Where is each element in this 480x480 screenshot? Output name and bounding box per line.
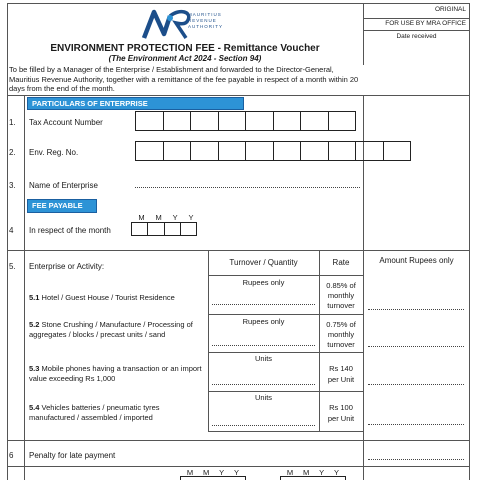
activity-5-3 [29,364,207,384]
office-panel-line1 [363,18,470,19]
enterprise-name-input[interactable] [135,187,360,188]
activity-5-4-text: Vehicles batteries / pneumatic tyres manufactured / assembled / imported [29,403,160,422]
row5-divider [7,440,470,441]
logo-text-line3: AUTHORITY [188,24,224,29]
turnover-header: Turnover / Quantity [229,258,298,267]
row-5-2-divider [208,352,363,353]
rate-5-2-line1: 0.75% of [326,320,356,329]
amount-5-3-input[interactable] [368,384,464,385]
month-letter-m2: M [155,213,162,222]
turnover-5-1-input[interactable] [212,304,315,305]
row-5-4-divider [208,431,363,432]
month-letter-y2: Y [188,213,194,222]
turnover-5-4-unit: Units [254,393,273,402]
env-reg-label: Env. Reg. No. [29,148,79,157]
period-from-y1: Y [219,468,225,477]
section-particulars: PARTICULARS OF ENTERPRISE [27,97,244,110]
activity-5-2 [29,320,207,340]
turnover-5-2-input[interactable] [212,345,315,346]
period-from-input[interactable] [180,476,246,480]
turnover-5-1-unit: Rupees only [242,278,285,287]
table-header-divider [208,275,363,276]
row-5-1-divider [208,314,363,315]
row4-divider [7,250,470,251]
activity-5-4 [29,403,207,423]
activity-5-2-text: Stone Crushing / Manufacture / Processing of aggregates / blocks / precast units / sand [29,320,193,339]
period-to-input[interactable] [280,476,346,480]
rate-5-2-line3: turnover [327,340,355,349]
rate-5-1-line1: 0.85% of [326,281,356,290]
row2-number: 2. [9,148,16,157]
amount-5-2-input[interactable] [368,346,464,347]
env-reg-input[interactable] [135,141,411,161]
row4-number: 4 [9,226,14,235]
rate-5-3 [319,363,363,385]
rate-5-3-line2: per Unit [327,375,355,384]
period-to-y2: Y [334,468,340,477]
row6-number: 6 [9,451,14,460]
period-from-m1: M [186,468,194,477]
rate-header: Rate [332,258,350,267]
month-letter-y1: Y [172,213,178,222]
amount-header: Amount Rupees only [379,256,454,265]
activity-5-3-code: 5.3 [29,364,40,373]
rate-5-4-line2: per Unit [327,414,355,423]
month-letters [133,213,199,222]
turnover-5-4-input[interactable] [212,425,315,426]
penalty-amount-input[interactable] [368,459,464,460]
page-title: ENVIRONMENT PROTECTION FEE - Remittance Voucher [50,43,320,54]
rate-5-3-line1: Rs 140 [329,364,353,373]
activity-5-1-code: 5.1 [29,293,40,302]
turnover-5-3-unit: Units [254,354,273,363]
logo-text-line2: REVENUE [188,18,217,23]
original-label: ORIGINAL [434,6,466,13]
rate-5-1-line2: monthly [327,291,355,300]
turnover-5-3-input[interactable] [212,384,315,385]
tax-account-input[interactable] [135,111,356,131]
activity-5-3-text: Mobile phones having a transaction or an import value exceeding Rs 1,000 [29,364,202,383]
period-to-y1: Y [319,468,325,477]
month-label: In respect of the month [29,226,111,235]
month-letter-m1: M [138,213,145,222]
row-5-3-divider [208,391,363,392]
row6-divider [7,466,470,467]
rate-5-1 [319,281,363,311]
rate-5-1-line3: turnover [327,301,355,310]
period-from-y2: Y [234,468,240,477]
instructions-text: To be filled by a Manager of the Enterprise / Establishment and forwarded to the Director-General, Mauritius Revenue Authority, together with a remittance of the fee payable in respect of a month within 20 days from the end of the month. [9,65,359,93]
rate-5-4-line1: Rs 100 [329,403,353,412]
office-panel-line2 [363,30,470,31]
header-divider [7,95,470,96]
activity-5-2-code: 5.2 [29,320,40,329]
office-use-label: FOR USE BY MRA OFFICE [385,20,466,27]
activity-5-4-code: 5.4 [29,403,40,412]
rate-5-2-line2: monthly [327,330,355,339]
period-to-m2: M [303,468,310,477]
section-fee-payable: FEE PAYABLE [27,199,97,213]
enterprise-name-label: Name of Enterprise [29,181,98,190]
date-received-label: Date received [396,33,437,40]
activity-5-1 [29,293,207,303]
row3-number: 3. [9,181,16,190]
period-from-m2: M [203,468,210,477]
row1-number: 1. [9,118,16,127]
activity-5-1-text: Hotel / Guest House / Tourist Residence [41,293,175,302]
penalty-label: Penalty for late payment [29,451,116,460]
mra-logo [140,6,230,40]
page-subtitle: (The Environment Act 2024 - Section 94) [108,54,262,63]
logo-text-line1: MAURITIUS [188,12,222,17]
tax-account-label: Tax Account Number [29,118,103,127]
rate-5-2 [319,320,363,350]
number-column-line [24,95,25,480]
month-input[interactable] [131,222,197,236]
activity-label: Enterprise or Activity: [29,262,105,271]
period-to-m1: M [286,468,294,477]
amount-5-4-input[interactable] [368,424,464,425]
amount-5-1-input[interactable] [368,309,464,310]
row5-number: 5. [9,262,16,271]
rate-5-4 [319,402,363,424]
turnover-5-2-unit: Rupees only [242,317,285,326]
